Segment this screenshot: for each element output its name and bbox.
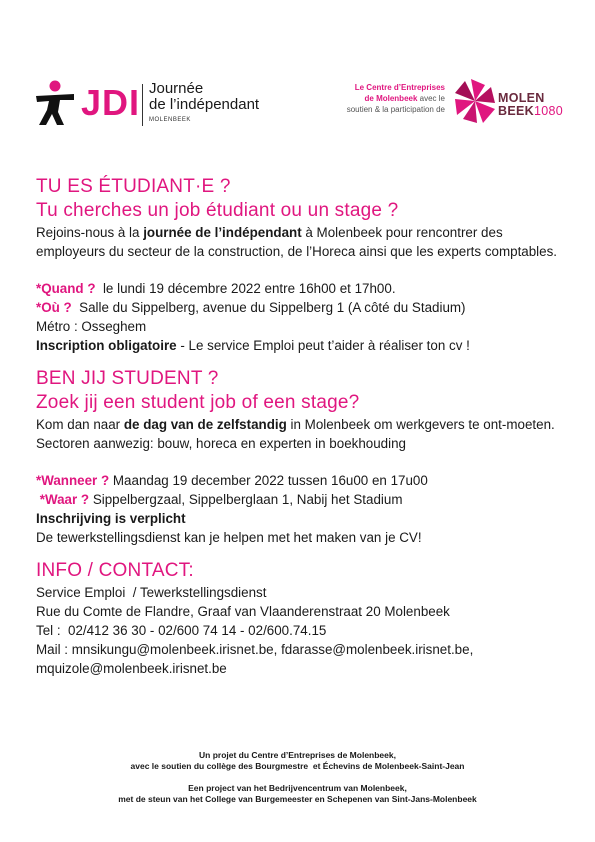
jdi-title-line2: de l’indépendant — [149, 96, 260, 113]
fr-where-text: Salle du Sippelberg, avenue du Sippelberg 1 (A côté du Stadium) — [71, 300, 466, 315]
fr-when-label: *Quand ? — [36, 281, 96, 296]
jdi-title-line1: Journée — [149, 80, 204, 97]
contact-phone: Tel : 02/412 36 30 - 02/600 74 14 - 02/600.74.15 — [36, 623, 327, 638]
mb-logo-line1: MOLEN — [498, 91, 545, 105]
footer — [0, 750, 595, 805]
footer-fr-line1: Un projet du Centre d’Entreprises de Molenbeek, — [199, 750, 396, 760]
fr-intro-part2: à Molenbeek pour rencontrer des employeurs du secteur de la construction, de l’Horeca ainsi que les experts comptables. — [36, 225, 558, 259]
jdi-person-icon — [34, 80, 76, 126]
mb-logo-line2: BEEK — [498, 104, 534, 118]
fr-registration-bold: Inscription obligatoire — [36, 338, 177, 353]
nl-intro-part1: Kom dan naar — [36, 417, 124, 432]
nl-intro — [36, 415, 566, 453]
fr-intro-part1: Rejoins-nous à la — [36, 225, 144, 240]
nl-when-text: Maandag 19 december 2022 tussen 16u00 en 17u00 — [109, 473, 428, 488]
nl-heading-1: BEN JIJ STUDENT ? — [36, 368, 219, 389]
fr-where — [36, 298, 566, 317]
fr-when-text: le lundi 19 décembre 2022 entre 16h00 et 17h00. — [95, 281, 396, 296]
molenbeek-logo-text — [498, 92, 563, 118]
fr-when — [36, 279, 566, 298]
header — [0, 0, 595, 140]
nl-intro-part2: in Molenbeek om werkgevers te ont-moeten. Sectoren aanwezig: bouw, horeca en experten in boekhouding — [36, 417, 555, 451]
footer-nl-line2: met de steun van het College van Burgemeester en Schepenen van Sint-Jans-Molenbeek — [118, 794, 477, 804]
nl-intro-bold: de dag van de zelfstandig — [123, 417, 287, 432]
jdi-logo-title — [149, 81, 259, 113]
contact-service: Service Emploi / Tewerkstellingsdienst — [36, 585, 267, 600]
footer-fr-line2: avec le soutien du collège des Bourgmestre et Échevins de Molenbeek-Saint-Jean — [130, 761, 465, 771]
nl-where-text: Sippelbergzaal, Sippelberglaan 1, Nabij het Stadium — [89, 492, 403, 507]
fr-intro-bold: journée de l’indépendant — [143, 225, 302, 240]
main-content — [36, 175, 566, 678]
partner-line1: Le Centre d’Entreprises — [354, 83, 445, 92]
footer-nl-line1: Een project van het Bedrijvencentrum van Molenbeek, — [188, 783, 407, 793]
contact-mail: Mail : mnsikungu@molenbeek.irisnet.be, fdarasse@molenbeek.irisnet.be, — [36, 642, 474, 657]
nl-registration-text: De tewerkstellingsdienst kan je helpen met het maken van je CV! — [36, 530, 422, 545]
partner-line3: soutien & la participation de — [346, 105, 445, 114]
nl-registration-heading — [36, 509, 566, 528]
logo-divider — [142, 84, 143, 126]
partner-text — [295, 82, 445, 115]
contact-heading: INFO / CONTACT: — [36, 560, 194, 581]
nl-when — [36, 471, 566, 490]
fr-intro — [36, 223, 566, 261]
fr-heading-2: Tu cherches un job étudiant ou un stage ? — [36, 200, 399, 221]
nl-heading-2: Zoek jij een student job of een stage? — [36, 392, 360, 413]
partner-line2-bold: de Molenbeek — [364, 94, 418, 103]
nl-where — [36, 490, 566, 509]
nl-registration-bold: Inschrijving is verplicht — [36, 511, 186, 526]
fr-registration-text: - Le service Emploi peut t’aider à réaliser ton cv ! — [176, 338, 470, 353]
partner-line2-rest: avec le — [417, 94, 445, 103]
nl-when-label: *Wanneer ? — [36, 473, 110, 488]
nl-where-label: *Waar ? — [39, 492, 90, 507]
fr-heading-1: TU ES ÉTUDIANT·E ? — [36, 176, 231, 197]
mb-logo-number: 1080 — [533, 104, 563, 118]
contact-address: Rue du Comte de Flandre, Graaf van Vlaanderenstraat 20 Molenbeek — [36, 604, 450, 619]
pinwheel-icon — [452, 76, 498, 126]
fr-metro: Métro : Osseghem — [36, 319, 147, 334]
contact-mail-2: mquizole@molenbeek.irisnet.be — [36, 661, 227, 676]
jdi-logo-letters: JDI — [81, 82, 141, 123]
fr-registration — [36, 336, 566, 355]
fr-where-label: *Où ? — [36, 300, 72, 315]
jdi-logo-subtitle: MOLENBEEK — [149, 117, 191, 123]
